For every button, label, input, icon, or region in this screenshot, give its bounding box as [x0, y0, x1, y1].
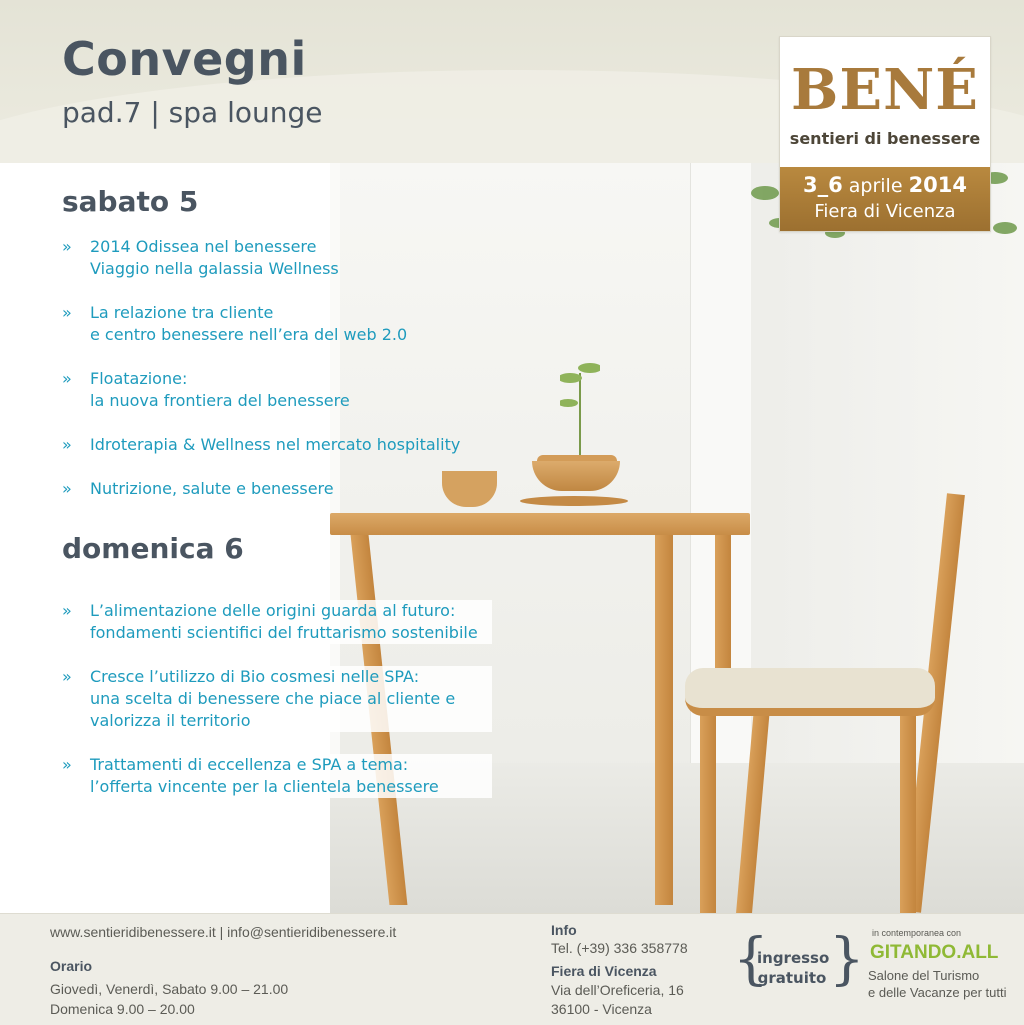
list-item [52, 600, 492, 644]
item-line: 2014 Odissea nel benessere [90, 237, 317, 256]
ingresso-gratuito [757, 948, 830, 988]
list-item [62, 434, 460, 456]
list-item [52, 666, 492, 732]
page-subtitle: pad.7 | spa lounge [62, 96, 323, 129]
bullet-glyph: » [62, 755, 72, 774]
item-line: Idroterapia & Wellness nel mercato hospitality [90, 435, 461, 454]
footer-web-email[interactable]: www.sentieridibenessere.it | info@sentieridibenessere.it [50, 924, 397, 940]
wooden-plate [520, 496, 628, 506]
list-item [62, 236, 460, 280]
chair-leg [900, 708, 916, 913]
bullet-glyph: » [62, 303, 72, 322]
domenica-list [62, 600, 492, 820]
bullet-glyph: » [62, 601, 72, 620]
orario-sunday: Domenica 9.00 – 20.00 [50, 1001, 195, 1017]
bullet-glyph: » [62, 435, 72, 454]
item-line: Trattamenti di eccellenza e SPA a tema: [90, 755, 409, 774]
info-phone: Tel. (+39) 336 358778 [551, 940, 688, 956]
bullet-glyph: » [62, 667, 72, 686]
info-label: Info [551, 922, 577, 938]
item-line: l’offerta vincente per la clientela benessere [90, 777, 439, 796]
item-line: fondamenti scientifici del fruttarismo sostenibile [90, 623, 478, 642]
event-days: 3_6 [802, 173, 843, 197]
table-leg [655, 535, 673, 905]
left-brace-glyph: { [733, 927, 769, 992]
bene-logo-box [779, 36, 991, 232]
right-brace-glyph: } [829, 927, 865, 992]
gratuito-line: gratuito [757, 969, 827, 987]
orario-label: Orario [50, 958, 93, 974]
item-line: valorizza il territorio [90, 711, 251, 730]
item-line: Viaggio nella galassia Wellness [90, 259, 339, 278]
item-line: L’alimentazione delle origini guarda al futuro: [90, 601, 456, 620]
item-line: una scelta di benessere che piace al cliente e [90, 689, 456, 708]
bene-logo-wordmark: BENÉ [791, 57, 979, 123]
fiera-address-2: 36100 - Vicenza [551, 1001, 652, 1017]
list-item [62, 302, 460, 346]
chair-seat [685, 668, 935, 716]
list-item [52, 754, 492, 798]
contemporanea-label: in contemporanea con [872, 928, 962, 938]
sabato-heading: sabato 5 [62, 185, 199, 218]
bullet-glyph: » [62, 369, 72, 388]
ingresso-line: ingresso [757, 949, 830, 967]
bullet-glyph: » [62, 237, 72, 256]
item-line: La relazione tra cliente [90, 303, 274, 322]
fiera-address-1: Via dell’Oreficeria, 16 [551, 982, 684, 998]
event-dates [780, 173, 990, 197]
item-line: Nutrizione, salute e benessere [90, 479, 334, 498]
gitando-subtitle-1: Salone del Turismo [868, 968, 980, 983]
event-place: Fiera di Vicenza [814, 201, 956, 222]
chair-leg [700, 708, 716, 913]
event-year: 2014 [908, 173, 968, 197]
bullet-glyph: » [62, 479, 72, 498]
domenica-heading: domenica 6 [62, 532, 244, 565]
item-line: Floatazione: [90, 369, 188, 388]
plant-sprout [560, 353, 600, 458]
item-line: Cresce l’utilizzo di Bio cosmesi nelle SPA: [90, 667, 420, 686]
gitando-subtitle-2: e delle Vacanze per tutti [868, 985, 1007, 1000]
item-line: e centro benessere nell’era del web 2.0 [90, 325, 408, 344]
logo-date-band [780, 167, 990, 231]
item-line: la nuova frontiera del benessere [90, 391, 350, 410]
list-item [62, 478, 460, 500]
gitando-logo: GITANDO.ALL [870, 942, 999, 963]
list-item [62, 368, 460, 412]
footer [0, 913, 1024, 1025]
event-month: aprile [848, 175, 903, 197]
orario-weekdays: Giovedì, Venerdì, Sabato 9.00 – 21.00 [50, 981, 289, 997]
fiera-label: Fiera di Vicenza [551, 963, 657, 979]
logo-tagline: sentieri di benessere [789, 129, 981, 148]
page-title: Convegni [62, 32, 307, 86]
sabato-list [62, 236, 460, 522]
